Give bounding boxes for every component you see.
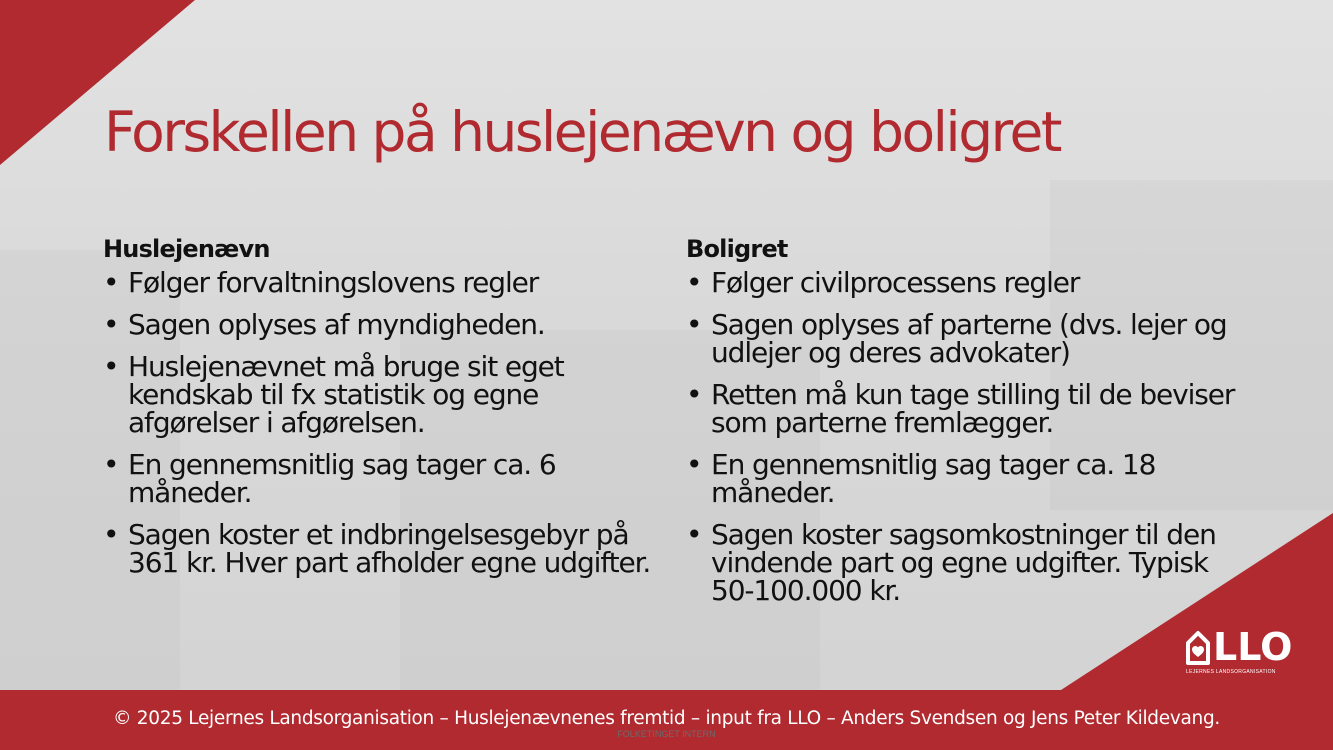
list-item: • Følger forvaltningslovens regler <box>103 269 663 297</box>
slide-title: Forskellen på huslejenævn og boligret <box>104 100 1060 164</box>
list-item: • En gennemsnitlig sag tager ca. 18 måneder. <box>686 451 1246 507</box>
logo-subtext: LEJERNES LANDSORGANISATION <box>1186 669 1276 675</box>
boligret-list <box>686 266 1246 607</box>
boligret-column <box>686 233 1246 619</box>
huslejenaevn-list <box>103 266 663 579</box>
huslejenaevn-column <box>103 233 663 591</box>
list-item: • Huslejenævnet må bruge sit eget kendskab til fx statistik og egne afgørelser i afgørelsen. <box>103 353 663 437</box>
list-item: • Sagen koster sagsomkostninger til den vindende part og egne udgifter. Typisk 50-100.000 kr. <box>686 521 1246 605</box>
list-item: • Sagen oplyses af parterne (dvs. lejer og udlejer og deres advokater) <box>686 311 1246 367</box>
list-item: • Sagen oplyses af myndigheden. <box>103 311 663 339</box>
classification-label: FOLKETINGET INTERN <box>617 729 716 739</box>
footer-copyright: © 2025 Lejernes Landsorganisation – Huslejenævnenes fremtid – input fra LLO – Anders Svendsen og Jens Peter Kildevang. <box>113 708 1220 729</box>
boligret-heading: Boligret <box>686 235 788 263</box>
llo-logo <box>1185 627 1300 677</box>
footer-bar <box>0 690 1333 750</box>
list-item: • En gennemsnitlig sag tager ca. 6 måneder. <box>103 451 663 507</box>
huslejenaevn-heading: Huslejenævn <box>103 235 270 263</box>
list-item: • Retten må kun tage stilling til de beviser som parterne fremlægger. <box>686 381 1246 437</box>
list-item: • Følger civilprocessens regler <box>686 269 1246 297</box>
logo-text: LLO <box>1213 625 1293 669</box>
house-heart-icon <box>1185 629 1211 665</box>
list-item: • Sagen koster et indbringelsesgebyr på 361 kr. Hver part afholder egne udgifter. <box>103 521 663 577</box>
